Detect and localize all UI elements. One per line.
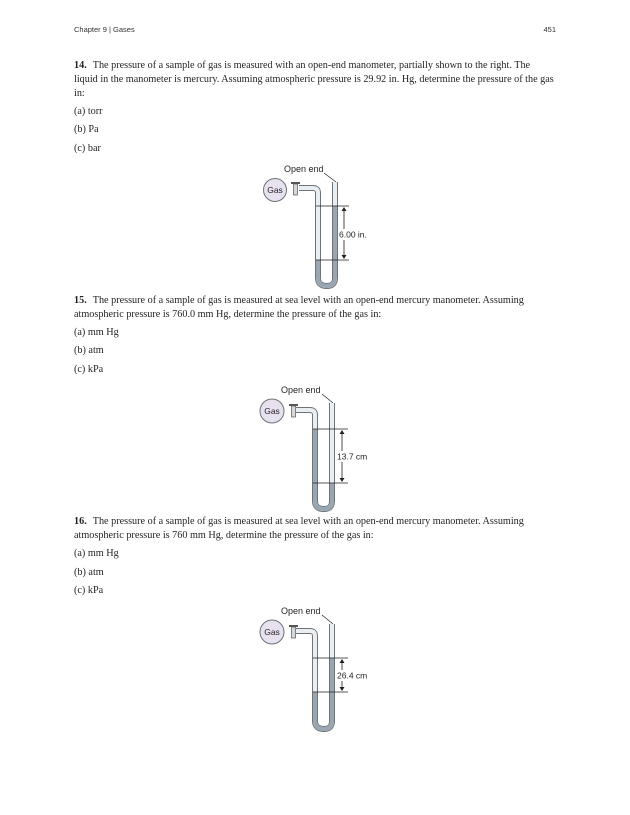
open-end-label: Open end	[284, 164, 324, 174]
valve-stem	[292, 406, 296, 417]
arrowhead-up	[340, 659, 345, 663]
question-number: 14.	[74, 60, 87, 71]
option-b: (b) Pa	[74, 124, 99, 135]
arrowhead-up	[340, 430, 345, 434]
arrowhead-up	[342, 207, 347, 211]
gas-label: Gas	[267, 185, 283, 195]
valve-stem	[292, 627, 296, 638]
arrowhead-down	[340, 687, 345, 691]
gas-label: Gas	[264, 627, 280, 637]
question-text: The pressure of a sample of gas is measured at sea level with an open-end mercury manometer. Assuming atmospheric pressure is 760 mm Hg, determine the pressure of the gas in:	[74, 516, 524, 541]
manometer-figure-16	[255, 603, 375, 735]
height-label: 26.4 cm	[337, 670, 368, 681]
open-end-leader-line	[324, 173, 336, 182]
option-c: (c) kPa	[74, 364, 104, 375]
gas-label: Gas	[264, 406, 280, 416]
manometer-figure-14	[255, 160, 365, 290]
question-15	[74, 294, 556, 322]
option-c: (c) bar	[74, 143, 101, 154]
question-14	[74, 59, 556, 101]
question-text: The pressure of a sample of gas is measured with an open-end manometer, partially shown to the right. The liquid in the manometer is mercury. Assuming atmospheric pressure is 29.92 in. Hg, determine the pressure of the gas in:	[74, 60, 554, 99]
arrowhead-down	[342, 255, 347, 259]
open-end-leader-line	[322, 394, 333, 403]
open-end-label: Open end	[281, 606, 321, 616]
option-b: (b) atm	[74, 567, 104, 578]
option-c: (c) kPa	[74, 585, 104, 596]
running-header-chapter: Chapter 9 | Gases	[74, 25, 135, 34]
question-number: 15.	[74, 295, 87, 306]
option-a: (a) mm Hg	[74, 327, 119, 338]
option-a: (a) torr	[74, 106, 103, 117]
open-end-label: Open end	[281, 385, 321, 395]
question-16	[74, 515, 556, 543]
manometer-figure-15	[255, 382, 375, 514]
page-number: 451	[543, 25, 556, 34]
valve-stem	[294, 184, 298, 195]
question-number: 16.	[74, 516, 87, 527]
question-text: The pressure of a sample of gas is measured at sea level with an open-end mercury manometer. Assuming atmospheric pressure is 760.0 mm Hg, determine the pressure of the gas in:	[74, 295, 524, 320]
height-label: 13.7 cm	[337, 451, 368, 462]
option-b: (b) atm	[74, 345, 104, 356]
open-end-leader-line	[322, 615, 333, 624]
height-label: 6.00 in.	[339, 229, 367, 240]
arrowhead-down	[340, 478, 345, 482]
option-a: (a) mm Hg	[74, 548, 119, 559]
